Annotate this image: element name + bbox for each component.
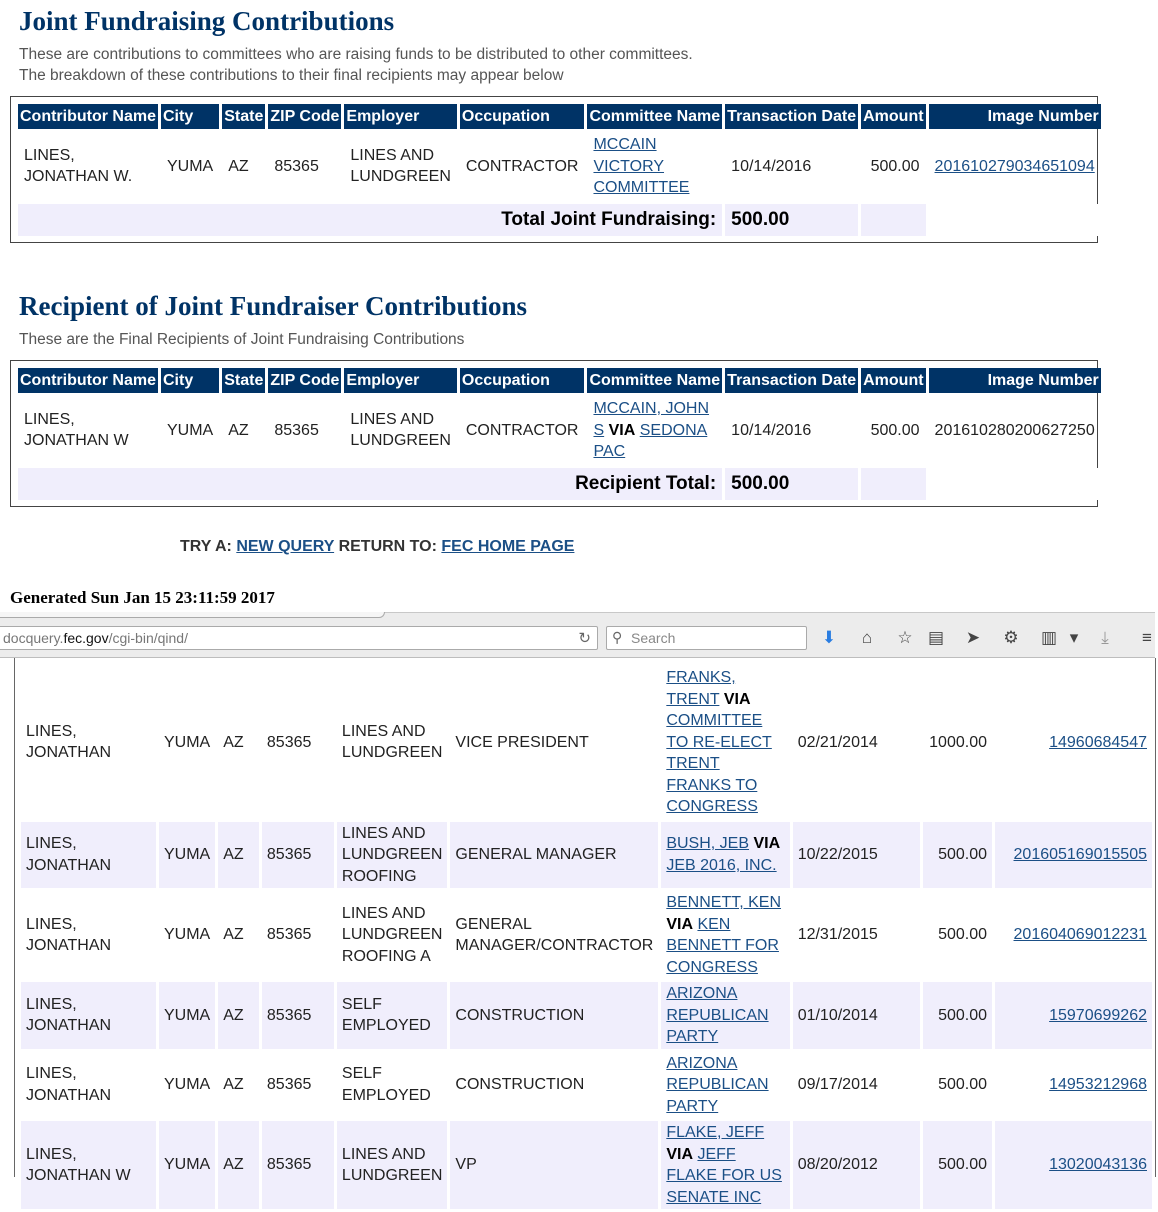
zip: 85365 [262,1121,334,1209]
transaction-date: 01/10/2014 [793,982,921,1049]
contributions-table [18,663,1155,1212]
image-number-link[interactable]: 14953212968 [1049,1076,1147,1093]
search-icon: ⚲ [612,629,623,645]
col-header: ZIP Code [268,368,341,393]
new-query-link[interactable]: NEW QUERY [236,538,335,555]
amount: 1000.00 [929,733,987,751]
committee-link[interactable]: ARIZONA REPUBLICAN PARTY [666,1054,769,1115]
candidate-link[interactable]: FLAKE, JEFF [666,1124,765,1141]
image-number: 201610280200627250 [934,421,1095,439]
transaction-date: 10/14/2016 [731,421,812,439]
transaction-date: 09/17/2014 [797,1076,878,1093]
col-header: Contributor Name [18,104,158,129]
via-label: VIA [608,421,636,439]
image-cell [995,891,1152,979]
col-header: ZIP Code [268,104,341,129]
extension-icon[interactable]: ⚙ [1003,628,1019,647]
candidate-link[interactable]: BUSH, JEB [666,835,750,853]
occupation: CONSTRUCTION [455,1076,585,1093]
employer: LINES AND LUNDGREEN ROOFING A [341,904,443,965]
generated-timestamp: Generated Sun Jan 15 23:11:59 2017 [10,588,275,607]
table-row [18,396,1101,465]
recipient-section-title: Recipient of Joint Fundraiser Contributions [19,291,528,321]
col-header: Employer [344,368,456,393]
image-number-link[interactable]: 201605169015505 [1013,846,1147,863]
amount: 500.00 [870,421,920,439]
employer: LINES AND LUNDGREEN [350,410,451,450]
employer: LINES AND LUNDGREEN ROOFING [337,822,447,889]
state: AZ [218,1121,259,1209]
image-number-link[interactable]: 13020043136 [1049,1156,1147,1174]
joint-desc [19,44,693,86]
city: YUMA [163,733,211,751]
total-spacer [861,204,925,236]
col-header: Amount [861,368,925,393]
joint-desc-line1: These are contributions to committees who are raising funds to be distributed to other committees. [19,46,693,63]
committee-cell [661,666,789,819]
home-icon[interactable]: ⌂ [861,628,873,647]
contributor-name: LINES, JONATHAN W. [24,146,133,186]
state: AZ [223,733,244,751]
bookmark-star-icon[interactable]: ☆ [897,628,913,647]
total-label: Recipient Total: [18,468,722,500]
via-label: VIA [753,835,781,853]
candidate-link[interactable]: BENNETT, KEN [666,894,782,911]
via-label: VIA [666,1145,693,1163]
committee-link[interactable]: JEB 2016, INC. [666,856,777,874]
committee-link[interactable]: JEFF FLAKE FOR US SENATE INC [666,1145,782,1206]
zip: 85365 [266,926,312,944]
via-label: VIA [723,690,751,708]
joint-desc-line2: The breakdown of these contributions to their final recipients may appear below [19,67,564,84]
table-row [18,132,1101,201]
return-label: RETURN TO: [338,538,437,555]
city: YUMA [167,421,214,439]
image-number-link[interactable]: 201610279034651094 [934,157,1095,175]
committee-cell [587,396,722,465]
zip: 85365 [274,421,319,439]
committee-link[interactable]: MCCAIN VICTORY COMMITTEE [593,136,690,196]
col-header: State [222,368,265,393]
employer: SELF EMPLOYED [337,982,447,1049]
transaction-date: 10/14/2016 [731,157,812,175]
candidate-link[interactable]: MCCAIN, JOHN S [593,400,710,439]
employer: SELF EMPLOYED [341,1065,431,1104]
image-cell [995,1052,1152,1119]
occupation: VP [450,1121,658,1209]
via-label: VIA [666,915,693,933]
col-header: Transaction Date [725,368,858,393]
search-placeholder: Search [631,630,676,646]
table-row [21,822,1152,889]
downloads-icon[interactable]: ⤓ [1101,628,1109,647]
occupation: VICE PRESIDENT [455,733,589,751]
amount: 500.00 [923,982,992,1049]
state: AZ [228,157,249,175]
send-icon[interactable]: ➤ [965,628,981,647]
search-input[interactable] [606,626,807,650]
zip: 85365 [266,733,312,751]
image-number-link[interactable]: 14960684547 [1049,733,1147,751]
browser-tab-edge [0,612,385,618]
menu-icon[interactable]: ≡ [1142,628,1152,647]
col-header: Occupation [460,104,585,129]
image-cell [995,1121,1152,1209]
employer: LINES AND LUNDGREEN [337,1121,447,1209]
occupation: CONTRACTOR [465,421,579,439]
recipient-table-box [10,360,1098,507]
contributor-name: LINES, JONATHAN [21,982,156,1049]
transaction-date: 02/21/2014 [797,733,878,751]
employer: LINES AND LUNDGREEN [341,722,443,762]
url-domain: fec.gov [63,630,109,646]
amount: 500.00 [870,157,920,175]
col-header: Committee Name [587,368,722,393]
total-row [18,204,1101,236]
table-row [21,1121,1152,1209]
committee-cell [661,822,789,889]
occupation: GENERAL MANAGER/CONTRACTOR [455,915,654,954]
col-header: Amount [861,104,925,129]
recipient-table [15,365,1104,503]
image-number-link[interactable]: 15970699262 [1049,1006,1147,1024]
contributor-name: LINES, JONATHAN W [24,410,129,450]
total-blank [929,204,1101,236]
state: AZ [223,926,244,944]
amount: 500.00 [938,1076,987,1093]
col-header: Occupation [460,368,585,393]
col-header: Transaction Date [725,104,858,129]
committee-link[interactable]: KEN BENNETT FOR CONGRESS [666,915,779,976]
committee-link[interactable]: SEDONA PAC [593,421,708,460]
table-row [21,891,1152,979]
zip: 85365 [266,1076,312,1093]
city: YUMA [163,1076,211,1093]
committee-cell [661,891,789,979]
transaction-date: 12/31/2015 [797,926,878,944]
contributor-name: LINES, JONATHAN [26,915,112,954]
amount: 500.00 [923,822,992,889]
transaction-date: 10/22/2015 [793,822,921,889]
zip: 85365 [274,157,319,175]
total-value: 500.00 [725,204,858,236]
col-header: Employer [344,104,456,129]
recipient-header-row [18,368,1101,393]
query-links [180,538,574,556]
table-row [21,982,1152,1049]
total-spacer [861,468,925,500]
total-row [18,468,1101,500]
city: YUMA [167,157,214,175]
image-cell [929,132,1101,201]
contributor-name: LINES, JONATHAN W [21,1121,156,1209]
image-cell [995,666,1152,819]
occupation: CONTRACTOR [465,157,579,175]
state: AZ [218,822,259,889]
zip: 85365 [262,822,334,889]
city: YUMA [159,1121,215,1209]
url-prefix: docquery. [3,630,64,646]
table-row [21,666,1152,819]
state: AZ [223,1076,244,1093]
joint-table-box [10,96,1098,243]
table-row [21,1052,1152,1119]
dropdown-icon[interactable]: ▾ [1069,628,1079,647]
joint-section-title: Joint Fundraising Contributions [19,6,395,36]
total-blank [929,468,1101,500]
state: AZ [228,421,249,439]
candidate-link[interactable]: FRANKS, TRENT [666,669,736,708]
committee-cell [661,1052,789,1119]
total-label: Total Joint Fundraising: [18,204,722,236]
employer: LINES AND LUNDGREEN [350,146,451,186]
image-number-link[interactable]: 201604069012231 [1013,926,1147,944]
try-label: TRY A: [180,538,232,555]
download-arrow-icon[interactable]: ⬇ [821,628,837,647]
joint-header-row [18,104,1101,129]
occupation: CONSTRUCTION [450,982,658,1049]
amount: 500.00 [938,926,987,944]
col-header: Contributor Name [18,368,158,393]
col-header: Image Number [929,368,1101,393]
recipient-desc: These are the Final Recipients of Joint Fundraising Contributions [19,331,465,348]
image-cell [995,982,1152,1049]
contributor-name: LINES, JONATHAN [26,722,112,762]
col-header: Image Number [929,104,1101,129]
zip: 85365 [262,982,334,1049]
contributor-name: LINES, JONATHAN [21,822,156,889]
amount: 500.00 [923,1121,992,1209]
joint-table [15,101,1104,239]
url-path: /cgi-bin/qind/ [108,630,188,646]
committee-cell [661,1121,789,1209]
occupation: GENERAL MANAGER [450,822,658,889]
col-header: State [222,104,265,129]
state: AZ [218,982,259,1049]
contributor-name: LINES, JONATHAN [26,1065,112,1104]
transaction-date: 08/20/2012 [793,1121,921,1209]
fec-home-link[interactable]: FEC HOME PAGE [441,538,575,555]
scrolled-content [14,658,1155,1206]
city: YUMA [163,926,211,944]
city: YUMA [159,822,215,889]
col-header: Committee Name [587,104,722,129]
committee-cell [661,982,789,1049]
url-bar[interactable] [0,626,598,650]
committee-cell [587,132,722,201]
col-header: City [161,368,219,393]
reader-list-icon[interactable]: ▤ [927,628,945,647]
committee-link[interactable]: COMMITTEE TO RE-ELECT TRENT FRANKS TO CONGRESS [666,712,772,815]
total-value: 500.00 [725,468,858,500]
committee-link[interactable]: ARIZONA REPUBLICAN PARTY [666,985,769,1045]
col-header: City [161,104,219,129]
city: YUMA [159,982,215,1049]
clipboard-icon[interactable]: ▥ [1040,628,1058,647]
image-cell [995,822,1152,889]
reload-icon[interactable]: ↻ [578,630,591,647]
